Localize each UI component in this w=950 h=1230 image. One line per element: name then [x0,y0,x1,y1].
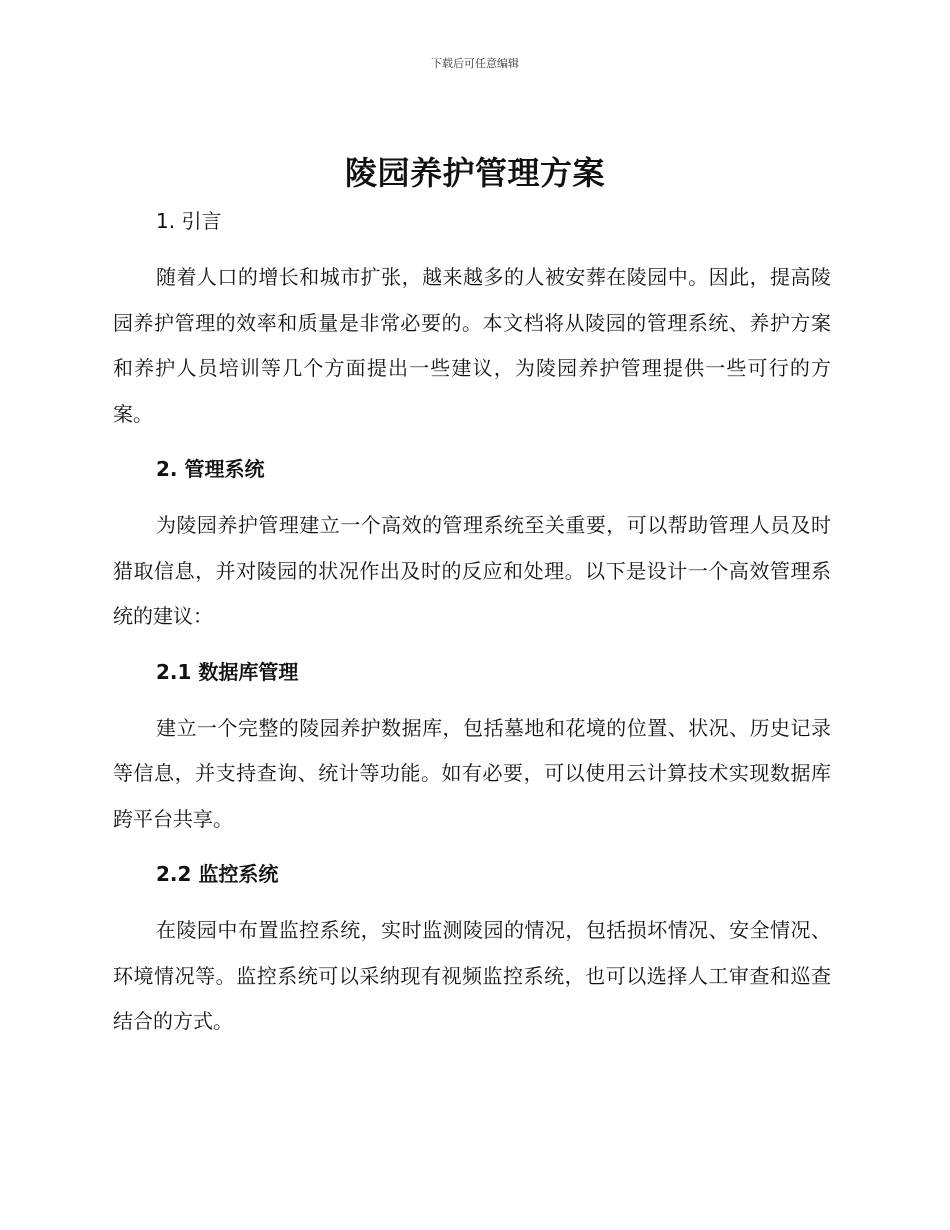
document-title: 陵园养护管理方案 [344,154,605,192]
document-body [113,200,831,1045]
section-heading-management-system: 2. 管理系统 [156,457,265,481]
section-paragraph-introduction: 随着人口的增长和城市扩张，越来越多的人被安葬在陵园中。因此，提高陵园养护管理的效率和质量是非常必要的。本文档将从陵园的管理系统、养护方案和养护人员培训等几个方面提出一些建议，为陵园养护管理提供一些可行的方案。 [113,265,831,426]
section-paragraph-management-system: 为陵园养护管理建立一个高效的管理系统至关重要，可以帮助管理人员及时猎取信息，并对陵园的状况作出及时的反应和处理。以下是设计一个高效管理系统的建议： [113,513,831,628]
section-paragraph-monitoring-system: 在陵园中布置监控系统，实时监测陵园的情况，包括损坏情况、安全情况、环境情况等。监控系统可以采纳现有视频监控系统，也可以选择人工审查和巡查结合的方式。 [113,918,831,1033]
page-header-note: 下载后可任意编辑 [431,57,519,70]
section-heading-introduction: 1. 引言 [156,209,222,233]
section-heading-monitoring-system: 2.2 监控系统 [156,862,279,886]
section-paragraph-database-management: 建立一个完整的陵园养护数据库，包括墓地和花境的位置、状况、历史记录等信息，并支持查询、统计等功能。如有必要，可以使用云计算技术实现数据库跨平台共享。 [113,715,831,831]
section-heading-database-management: 2.1 数据库管理 [156,659,299,684]
